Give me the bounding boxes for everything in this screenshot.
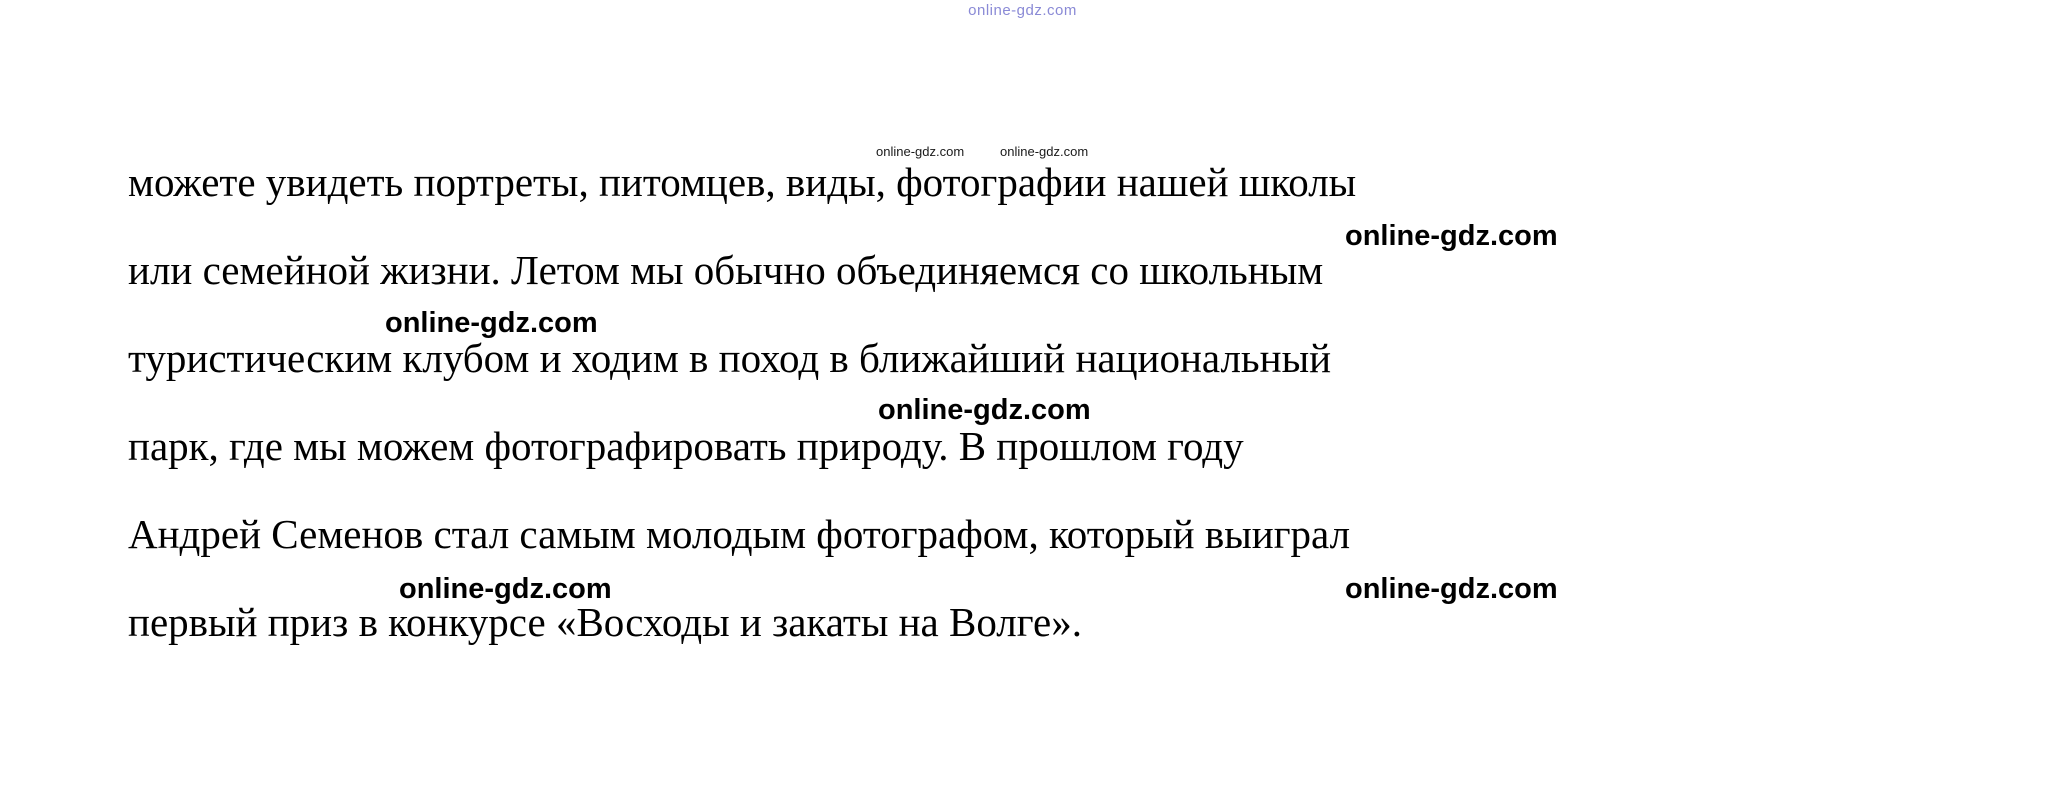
overlay-watermark: online-gdz.com bbox=[399, 573, 612, 605]
top-watermark: online-gdz.com bbox=[968, 2, 1077, 19]
overlay-watermark: online-gdz.com bbox=[1345, 573, 1558, 605]
overlay-watermark: online-gdz.com bbox=[385, 307, 598, 339]
document-line: можете увидеть портреты, питомцев, виды, фотографии нашей школы bbox=[128, 159, 1357, 205]
overlay-watermark: online-gdz.com bbox=[878, 394, 1091, 426]
document-line: Андрей Семенов стал самым молодым фотографом, который выиграл bbox=[128, 511, 1351, 557]
overlay-watermark: online-gdz.com bbox=[876, 144, 965, 159]
document-line: первый приз в конкурсе «Восходы и закаты на Волге». bbox=[128, 599, 1082, 645]
document-line: или семейной жизни. Летом мы обычно объединяемся со школьным bbox=[128, 247, 1324, 293]
document-line: туристическим клубом и ходим в поход в ближайший национальный bbox=[128, 335, 1332, 381]
overlay-watermark: online-gdz.com bbox=[1000, 144, 1089, 159]
document-line: парк, где мы можем фотографировать природу. В прошлом году bbox=[128, 423, 1244, 469]
overlay-watermark: online-gdz.com bbox=[1345, 220, 1558, 252]
